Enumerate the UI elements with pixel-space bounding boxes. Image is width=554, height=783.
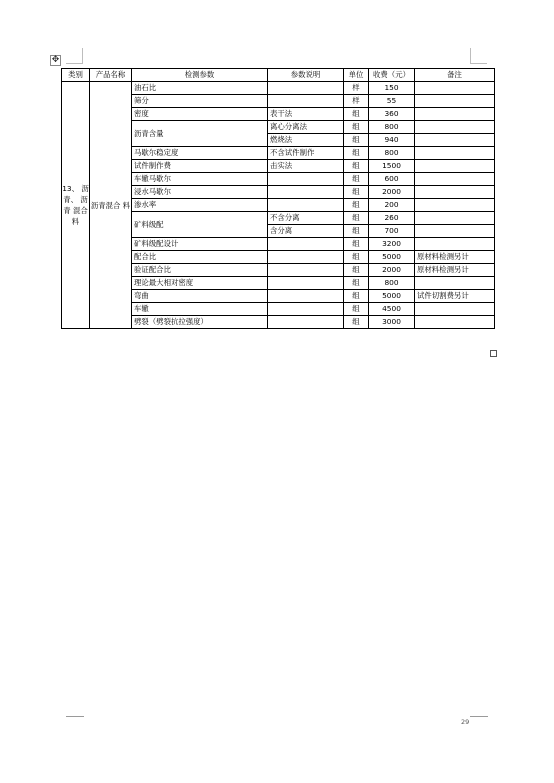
remark-cell [415, 121, 495, 134]
fee-cell: 5000 [369, 251, 415, 264]
unit-cell: 组 [344, 134, 369, 147]
param-cell: 马歇尔稳定度 [132, 147, 268, 160]
fee-cell: 700 [369, 225, 415, 238]
category-cell: 13、 沥青、 沥青 混合 料 [62, 82, 90, 329]
unit-cell: 组 [344, 186, 369, 199]
remark-cell [415, 303, 495, 316]
fee-cell: 2000 [369, 264, 415, 277]
table-header-row [62, 69, 495, 82]
header-fee: 收费（元） [369, 69, 415, 82]
header-param: 检测参数 [132, 69, 268, 82]
param-cell: 矿料级配设计 [132, 238, 268, 251]
param-desc-cell: 含分离 [268, 225, 344, 238]
unit-cell: 组 [344, 264, 369, 277]
param-cell: 车辙 [132, 303, 268, 316]
fee-cell: 800 [369, 121, 415, 134]
param-desc-cell [268, 238, 344, 251]
header-param-desc: 参数说明 [268, 69, 344, 82]
fee-table [61, 68, 495, 329]
footer-line-left [66, 716, 84, 717]
remark-cell [415, 277, 495, 290]
param-desc-cell [268, 186, 344, 199]
product-cell: 沥青混合 料 [90, 82, 132, 329]
remark-cell [415, 225, 495, 238]
param-cell: 油石比 [132, 82, 268, 95]
param-desc-cell [268, 290, 344, 303]
remark-cell: 原材料检测另计 [415, 251, 495, 264]
fee-cell: 600 [369, 173, 415, 186]
fee-cell: 1500 [369, 160, 415, 173]
unit-cell: 组 [344, 238, 369, 251]
param-desc-cell: 不含试件制作 [268, 147, 344, 160]
fee-cell: 3200 [369, 238, 415, 251]
unit-cell: 组 [344, 173, 369, 186]
remark-cell [415, 134, 495, 147]
header-product: 产品名称 [90, 69, 132, 82]
unit-cell: 组 [344, 199, 369, 212]
table-row [62, 82, 495, 95]
param-desc-cell [268, 95, 344, 108]
remark-cell [415, 199, 495, 212]
param-cell: 劈裂（劈裂抗拉强度） [132, 316, 268, 329]
fee-cell: 55 [369, 95, 415, 108]
fee-cell: 200 [369, 199, 415, 212]
param-desc-cell [268, 173, 344, 186]
param-desc-cell [268, 277, 344, 290]
remark-cell [415, 238, 495, 251]
remark-cell [415, 212, 495, 225]
table-resize-handle[interactable] [490, 350, 497, 357]
move-arrows-icon[interactable]: ✥ [51, 55, 60, 65]
unit-cell: 组 [344, 303, 369, 316]
corner-mark-tr-h [471, 63, 487, 64]
param-desc-cell [268, 199, 344, 212]
fee-cell: 800 [369, 147, 415, 160]
remark-cell [415, 82, 495, 95]
unit-cell: 组 [344, 225, 369, 238]
param-cell: 理论最大相对密度 [132, 277, 268, 290]
fee-cell: 3000 [369, 316, 415, 329]
remark-cell [415, 147, 495, 160]
param-desc-cell: 不含分离 [268, 212, 344, 225]
param-desc-cell: 表干法 [268, 108, 344, 121]
unit-cell: 组 [344, 108, 369, 121]
unit-cell: 组 [344, 290, 369, 303]
unit-cell: 组 [344, 316, 369, 329]
corner-mark-tl-v [82, 48, 83, 64]
unit-cell: 组 [344, 251, 369, 264]
param-desc-cell [268, 264, 344, 277]
remark-cell [415, 95, 495, 108]
remark-cell [415, 173, 495, 186]
param-cell: 车辙马歇尔 [132, 173, 268, 186]
unit-cell: 样 [344, 82, 369, 95]
param-cell: 浸水马歇尔 [132, 186, 268, 199]
remark-cell [415, 316, 495, 329]
param-desc-cell [268, 316, 344, 329]
page-number: 29 [461, 718, 470, 726]
header-remark: 备注 [415, 69, 495, 82]
unit-cell: 组 [344, 160, 369, 173]
remark-cell: 试件切割费另计 [415, 290, 495, 303]
param-cell: 配合比 [132, 251, 268, 264]
param-cell: 渗水率 [132, 199, 268, 212]
unit-cell: 组 [344, 121, 369, 134]
unit-cell: 样 [344, 95, 369, 108]
remark-cell [415, 160, 495, 173]
param-cell: 矿料级配 [132, 212, 268, 238]
remark-cell: 原材料检测另计 [415, 264, 495, 277]
param-desc-cell [268, 251, 344, 264]
corner-mark-tr-v [470, 48, 471, 64]
param-desc-cell: 离心分离法 [268, 121, 344, 134]
fee-cell: 2000 [369, 186, 415, 199]
param-cell: 沥青含量 [132, 121, 268, 147]
param-desc-cell: 击实法 [268, 160, 344, 173]
fee-cell: 800 [369, 277, 415, 290]
unit-cell: 组 [344, 147, 369, 160]
param-cell: 验证配合比 [132, 264, 268, 277]
param-cell: 密度 [132, 108, 268, 121]
fee-cell: 150 [369, 82, 415, 95]
param-desc-cell [268, 82, 344, 95]
corner-mark-tl-h [66, 63, 82, 64]
param-cell: 弯曲 [132, 290, 268, 303]
header-unit: 单位 [344, 69, 369, 82]
fee-cell: 940 [369, 134, 415, 147]
fee-cell: 260 [369, 212, 415, 225]
remark-cell [415, 108, 495, 121]
param-desc-cell: 燃烧法 [268, 134, 344, 147]
param-desc-cell [268, 303, 344, 316]
unit-cell: 组 [344, 277, 369, 290]
fee-cell: 360 [369, 108, 415, 121]
fee-cell: 5000 [369, 290, 415, 303]
param-cell: 试件制作费 [132, 160, 268, 173]
fee-cell: 4500 [369, 303, 415, 316]
footer-line-right [470, 716, 488, 717]
header-category: 类别 [62, 69, 90, 82]
remark-cell [415, 186, 495, 199]
param-cell: 筛分 [132, 95, 268, 108]
unit-cell: 组 [344, 212, 369, 225]
